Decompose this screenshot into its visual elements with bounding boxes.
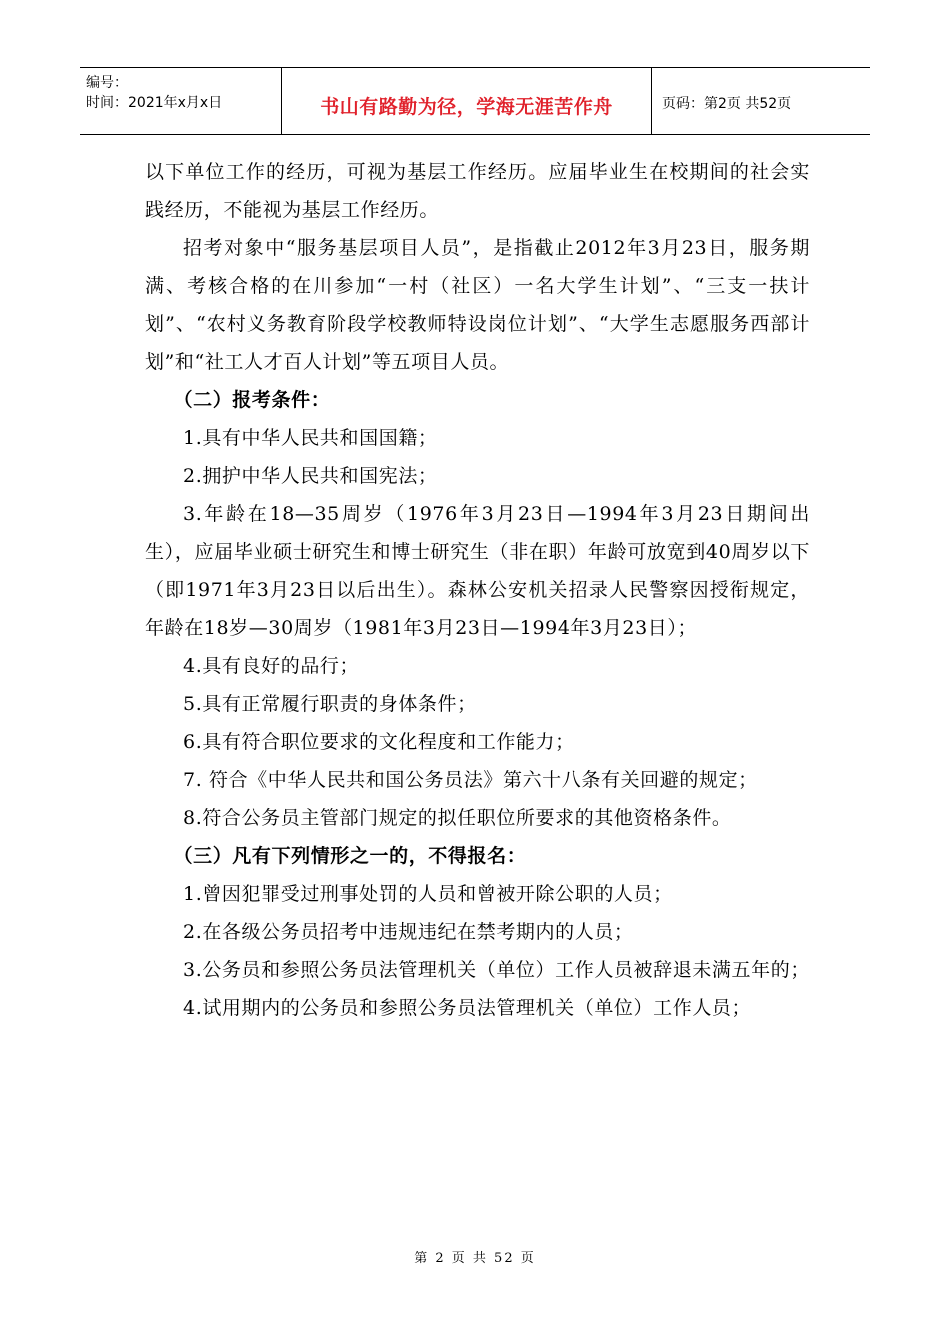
condition-item: 1.具有中华人民共和国国籍； — [183, 427, 438, 449]
disqualification-item: 2.在各级公务员招考中违规违纪在禁考期内的人员； — [183, 921, 634, 943]
page-header — [80, 67, 870, 135]
condition-item: 3.年龄在18—35周岁（1976年3月23日—1994年3月23日期间出生），应届毕业硕士研究生和博士研究生（非在职）年龄可放宽到40周岁以下（即1971年3月23日以后出生）。森林公安机关招录人民警察因授衔规定，年龄在18岁—30周岁（1981年3月23日—1994年3月23日）； — [145, 503, 810, 639]
page-footer: 第 2 页 共 52 页 — [414, 1251, 536, 1266]
header-page-label: 页码：第2页 共52页 — [662, 96, 792, 112]
document-body — [145, 153, 810, 1027]
header-page-cell — [652, 68, 870, 134]
condition-item: 7. 符合《中华人民共和国公务员法》第六十八条有关回避的规定； — [183, 769, 758, 791]
condition-item: 2.拥护中华人民共和国宪法； — [183, 465, 438, 487]
condition-item: 4.具有良好的品行； — [183, 655, 360, 677]
condition-item: 8.符合公务员主管部门规定的拟任职位所要求的其他资格条件。 — [183, 807, 732, 829]
disqualification-item: 4.试用期内的公务员和参照公务员法管理机关（单位）工作人员； — [183, 997, 752, 1019]
document-time-label: 时间：2021年x月x日 — [86, 95, 223, 111]
section-heading-conditions: （二）报考条件： — [173, 389, 331, 411]
header-motto-cell — [282, 68, 652, 134]
disqualification-item: 1.曾因犯罪受过刑事处罚的人员和曾被开除公职的人员； — [183, 883, 673, 905]
paragraph-continuation: 以下单位工作的经历，可视为基层工作经历。应届毕业生在校期间的社会实践经历，不能视为基层工作经历。 — [145, 161, 810, 221]
disqualification-item: 3.公务员和参照公务员法管理机关（单位）工作人员被辞退未满五年的； — [183, 959, 810, 981]
condition-item: 6.具有符合职位要求的文化程度和工作能力； — [183, 731, 575, 753]
header-motto: 书山有路勤为径，学海无涯苦作舟 — [320, 95, 613, 118]
paragraph-service-personnel: 招考对象中“服务基层项目人员”，是指截止2012年3月23日，服务期满、考核合格的在川参加“一村（社区）一名大学生计划”、“三支一扶计划”、“农村义务教育阶段学校教师特设岗位计划”、“大学生志愿服务西部计划”和“社工人才百人计划”等五项目人员。 — [145, 237, 810, 373]
condition-item: 5.具有正常履行职责的身体条件； — [183, 693, 477, 715]
document-number-label: 编号： — [86, 75, 128, 91]
header-meta-cell — [80, 68, 282, 134]
section-heading-disqualifications: （三）凡有下列情形之一的，不得报名： — [173, 845, 527, 867]
